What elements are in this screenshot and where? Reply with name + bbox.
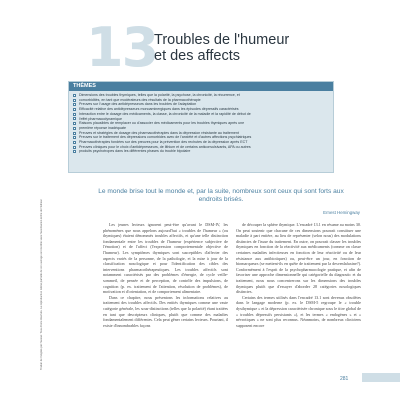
theme-item-text: Preuves et stratégies de dosage des pharmacothérapies dans la dépression résistante au traitement (79, 130, 239, 135)
chapter-title (154, 32, 289, 64)
chapter-number: 13 (86, 16, 158, 79)
chapter-title-line-2: et des affects (154, 48, 240, 64)
page-tab-decoration (362, 373, 400, 382)
body-paragraph: Dans ce chapitre, nous présentons les informations relatives au traitement des troubles affectifs. Des entités thymiques comme une vaste catégorie générale, les sous-distinctions (telles que la polarité) étant traitées en tant que descripteurs cliniques, plutôt que comme des maladies fondamentalement différentes. Cela peut gêner certains lecteurs. Pourtant, il existe d'innombrables façons (103, 294, 228, 328)
checkbox-bullet-icon (73, 141, 76, 144)
margin-note-text: Traduit de l'anglais par l'auteur. Tous droits réservés. La reproduction même partielle de cet ouvrage est interdite sans l'autorisation écrite de l'éditeur. (40, 198, 43, 370)
themes-label: THÈMES (73, 83, 96, 89)
checkbox-bullet-icon (73, 108, 76, 111)
page-number: 281 (340, 376, 349, 382)
checkbox-bullet-icon (73, 117, 76, 120)
checkbox-bullet-icon (73, 99, 76, 102)
checkbox-bullet-icon (73, 103, 76, 106)
checkbox-bullet-icon (73, 146, 76, 149)
theme-item-text: Efficacité relative des antidépresseurs monoaminergiques dans les épisodes dépressifs caractérisés (79, 107, 239, 112)
margin-note (40, 190, 60, 370)
epigraph-author: Ernest Hemingway (323, 210, 360, 215)
theme-item-text: produits psychotropes dans les différentes phases du trouble bipolaire (79, 149, 191, 154)
checkbox-bullet-icon (73, 127, 76, 130)
themes-box (68, 81, 334, 173)
epigraph-quote: Le monde brise tout le monde et, par la suite, nombreux sont ceux qui sont forts aux endroits brisés. (98, 188, 344, 203)
checkbox-bullet-icon (73, 132, 76, 135)
body-paragraph: Les jeunes lecteurs ignorent peut-être qu'avant le DSM-IV, les phénomènes que nous appelons aujourd'hui « troubles de l'humeur » (ou thymiques) étaient dénommés troubles affectifs, et qu'une telle distinction fondamentale entre les troubles de l'humeur (expérience subjective de l'émotion) et de l'affect (l'expression comportementale objective de l'humeur). Les symptômes thymiques sont susceptibles d'affecter des aspects variés de la personne, de la pathologie, et la mise à jour de la classification nosologique et pour l'identification des cibles des interventions pharmacothérapeutiques. Les troubles affectifs sont notamment caractérisés par des problèmes d'énergie, de cycle veille-sommeil, de pensée et de perception, de contrôle des impulsions, de cognition (p. ex. traitement de l'attention, résolution de problèmes), de motivation et d'orientation, et de comportement alimentaire. (103, 222, 228, 295)
theme-item-text: Preuves sur l'usage des antidépresseurs dans les troubles de l'adaptation (79, 102, 197, 107)
themes-header (69, 82, 333, 91)
checkbox-bullet-icon (73, 113, 76, 116)
theme-item-text: première réponse inadéquate (79, 125, 126, 130)
theme-item (73, 149, 331, 154)
theme-item-text: l'effet pharmacodynamique (79, 116, 122, 121)
themes-list (73, 93, 331, 154)
checkbox-bullet-icon (73, 122, 76, 125)
theme-item-text: comorbidités, en tant que modérateurs des résultats de la pharmacothérapie (79, 97, 201, 102)
checkbox-bullet-icon (73, 150, 76, 153)
body-paragraph: Certains des termes utilisés dans l'encadré 13.1 sont devenus obsolètes dans le langage moderne (p. ex. le DSM-5 regroupe le « trouble dysthymique » et la dépression caractérisée chronique sous le titre global de « troubles dépressifs persistants »), et les termes « endogènes » et « névrotiques » ne sont plus reconnus. Néanmoins, de nombreux cliniciens supposent encore (236, 294, 361, 328)
chapter-header (86, 16, 386, 79)
theme-item-text: Pharmacothérapies fondées sur des preuves pour la prévention des rechutes de la dépression après ECT (79, 140, 248, 145)
theme-item-text: Preuves sur le traitement des dépressions comorbides avec de l'anxiété et d'autres affections psychiatriques (79, 135, 252, 140)
chapter-title-line-1: Troubles de l'humeur (154, 32, 290, 48)
body-column-left (103, 222, 228, 382)
body-paragraph: de découper la sphère thymique. L'encadré 13.1 en résume au moins 30. On peut soutenir que chacune de ces dimensions pourrait constituer une maladie à part entière, au lieu de représenter (selon nous) des modulations distinctes de l'issue du traitement. En outre, on pourrait classer les troubles thymiques en fonction de la réactivité aux médicaments (comme on classe certaines maladies infectieuses en fonction de leur réactivité ou de leur résistance aux antibiotiques) ou, peut-être un jour, en fonction de biomarqueurs (se mettent-ils en quête de traitement par la desvenlafaxine?). Conformément à l'esprit de la psychopharmacologie pratique, et afin de favoriser une approche dimensionnelle qui catégorielle du diagnostic et du traitement, nous nous concentrerons sur les dimensions des troubles thymiques plutôt que d'essayer d'aborder 28 catégories nosologiques distinctes. (236, 222, 361, 295)
theme-item-text: Preuves cliniques pour le choix d'antidépresseurs, de lithium et de certains anticonvulsivants, APA ou autres (79, 144, 251, 149)
checkbox-bullet-icon (73, 136, 76, 139)
theme-item-text: Interaction entre le dosage des médicaments, la classe, la chronicité de la maladie et la rapidité de début de (79, 111, 251, 116)
checkbox-bullet-icon (73, 94, 76, 97)
body-column-right (236, 222, 361, 382)
theme-item-text: Raisons plausibles de remplacer ou d'associer des médicaments pour les troubles thymiques après une (79, 121, 245, 126)
theme-item-text: Dimensions des troubles thymiques, telles que la polarité, la psychose, la chronicité, la récurrence, et (79, 93, 240, 97)
